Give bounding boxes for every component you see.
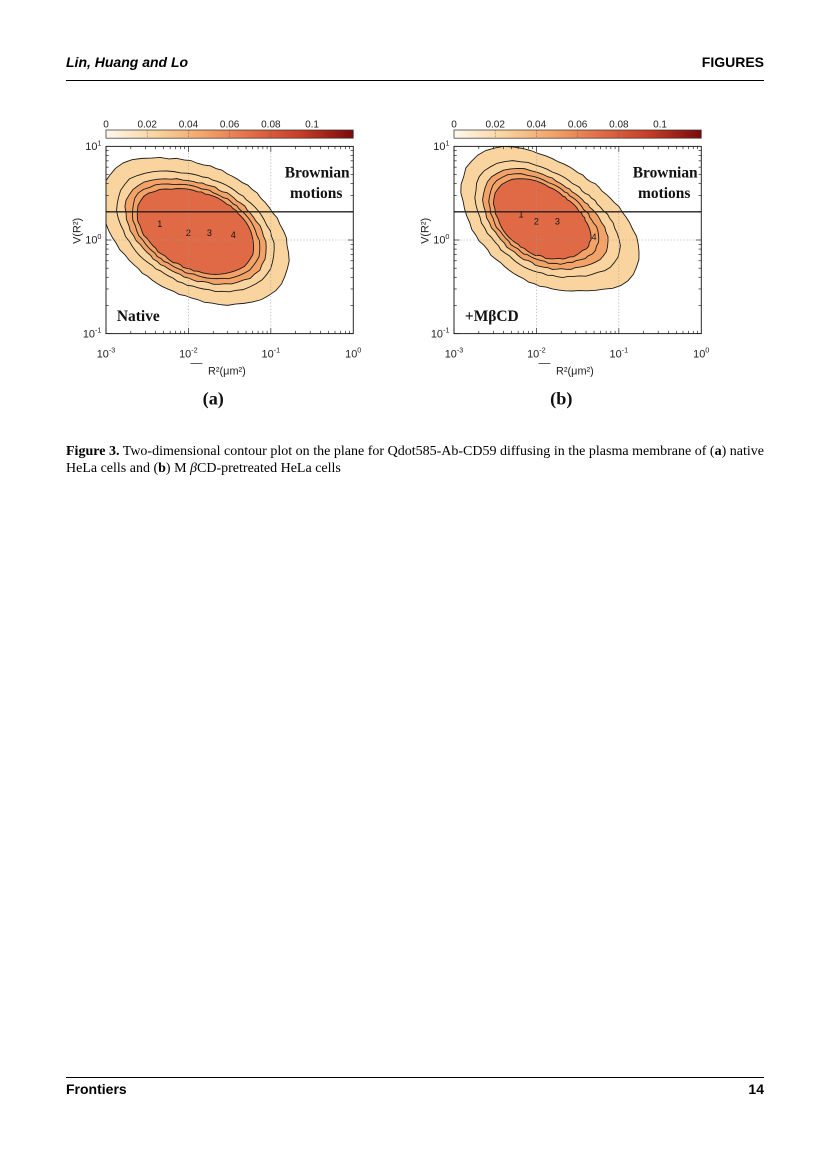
x-tick-base: 10	[96, 348, 109, 361]
x-axis-label: R²(μm²)	[208, 365, 246, 378]
peak-label: 3	[206, 228, 212, 239]
y-tick-exponent: 1	[445, 138, 450, 148]
x-tick-exponent: -3	[456, 345, 464, 355]
colorbar-tick-label: 0	[451, 119, 457, 131]
x-tick-base: 10	[609, 348, 622, 361]
header-rule	[66, 80, 764, 81]
y-tick-base: 10	[433, 234, 446, 247]
caption-text-1: Two-dimensional contour plot on the plane for Qdot585-Ab-CD59 diffusing in the plasma membrane of (	[119, 444, 715, 459]
x-tick-label	[610, 346, 629, 361]
peak-label: 2	[533, 216, 539, 227]
x-tick-label	[345, 346, 361, 361]
caption-text-4: CD-pretreated HeLa cells	[197, 461, 341, 476]
caption-a: a	[714, 444, 722, 459]
footer-journal: Frontiers	[66, 1081, 127, 1097]
x-tick-exponent: -2	[191, 345, 198, 355]
x-tick-label	[527, 346, 546, 361]
x-axis-label: R²(μm²)	[556, 365, 594, 378]
y-tick-exponent: -1	[442, 325, 450, 335]
x-tick-exponent: 0	[357, 345, 362, 355]
caption-text-2: ) native HeLa cells and (	[66, 444, 765, 476]
x-tick-exponent: 0	[705, 345, 710, 355]
region-label-line-1: Brownian	[632, 164, 698, 182]
x-tick-label	[693, 346, 709, 361]
figure-panel-a	[66, 100, 366, 440]
colorbar-tick-label: 0.02	[485, 119, 505, 131]
colorbar-tick-label: 0.04	[526, 119, 547, 131]
colorbar-tick-label: 0.08	[609, 119, 629, 131]
colorbar-tick-label: 0.08	[261, 119, 281, 131]
y-tick-label	[431, 326, 450, 341]
figure-caption	[66, 443, 764, 477]
region-label-line-1: Brownian	[284, 164, 350, 182]
x-tick-base: 10	[179, 348, 192, 361]
figure-panel-b	[414, 100, 714, 440]
region-label-line-2: motions	[290, 185, 343, 203]
y-tick-label	[85, 232, 101, 247]
running-section: FIGURES	[701, 54, 764, 70]
x-tick-label	[97, 346, 116, 361]
contour-chart	[66, 100, 366, 440]
y-axis-label: V(R²)	[419, 217, 432, 244]
footer-rule	[66, 1077, 764, 1078]
y-tick-label	[433, 138, 449, 153]
y-tick-label	[85, 138, 101, 153]
y-tick-base: 10	[430, 328, 443, 341]
x-tick-base: 10	[693, 348, 706, 361]
caption-b: b	[158, 461, 166, 476]
panel-label: (a)	[202, 388, 224, 409]
peak-label: 4	[230, 229, 236, 240]
caption-text-3: ) M	[165, 461, 191, 476]
x-tick-exponent: -2	[539, 345, 546, 355]
y-tick-base: 10	[82, 328, 95, 341]
x-tick-base: 10	[444, 348, 457, 361]
y-tick-exponent: 0	[445, 232, 450, 242]
y-tick-base: 10	[433, 141, 446, 153]
y-tick-exponent: -1	[94, 325, 102, 335]
y-tick-exponent: 1	[97, 138, 102, 148]
x-tick-base: 10	[527, 348, 540, 361]
x-tick-label	[262, 346, 281, 361]
peak-label: 1	[157, 219, 163, 230]
colorbar-tick-label: 0.06	[567, 119, 588, 131]
peak-label: 2	[185, 228, 191, 239]
peak-label: 1	[518, 209, 524, 220]
colorbar-tick-label: 0.02	[137, 119, 157, 131]
colorbar-tick-label: 0.04	[178, 119, 199, 131]
x-tick-exponent: -1	[273, 345, 281, 355]
y-tick-exponent: 0	[97, 232, 102, 242]
y-axis-label: V(R²)	[71, 217, 84, 244]
colorbar-tick-label: 0	[103, 119, 109, 131]
running-authors: Lin, Huang and Lo	[66, 54, 189, 70]
y-tick-base: 10	[85, 234, 98, 247]
caption-label: Figure 3.	[66, 444, 120, 459]
peak-label: 4	[591, 231, 597, 242]
y-tick-base: 10	[85, 141, 98, 153]
x-tick-label	[179, 346, 198, 361]
y-tick-label	[83, 326, 102, 341]
x-tick-base: 10	[345, 348, 358, 361]
peak-label: 3	[554, 216, 560, 227]
colorbar-tick-label: 0.1	[305, 119, 320, 131]
x-tick-base: 10	[261, 348, 274, 361]
region-label-line-2: motions	[638, 185, 691, 203]
x-tick-exponent: -1	[621, 345, 629, 355]
contour-chart	[414, 100, 714, 440]
page-number: 14	[748, 1081, 764, 1097]
x-tick-exponent: -3	[108, 345, 116, 355]
condition-label: +MβCD	[464, 307, 519, 325]
colorbar-tick-label: 0.1	[653, 119, 668, 131]
caption-beta: β	[190, 461, 198, 476]
y-tick-label	[433, 232, 449, 247]
x-tick-label	[445, 346, 464, 361]
page-header	[66, 54, 764, 80]
colorbar-tick-label: 0.06	[219, 119, 240, 131]
condition-label: Native	[116, 307, 160, 325]
panel-label: (b)	[550, 388, 573, 409]
